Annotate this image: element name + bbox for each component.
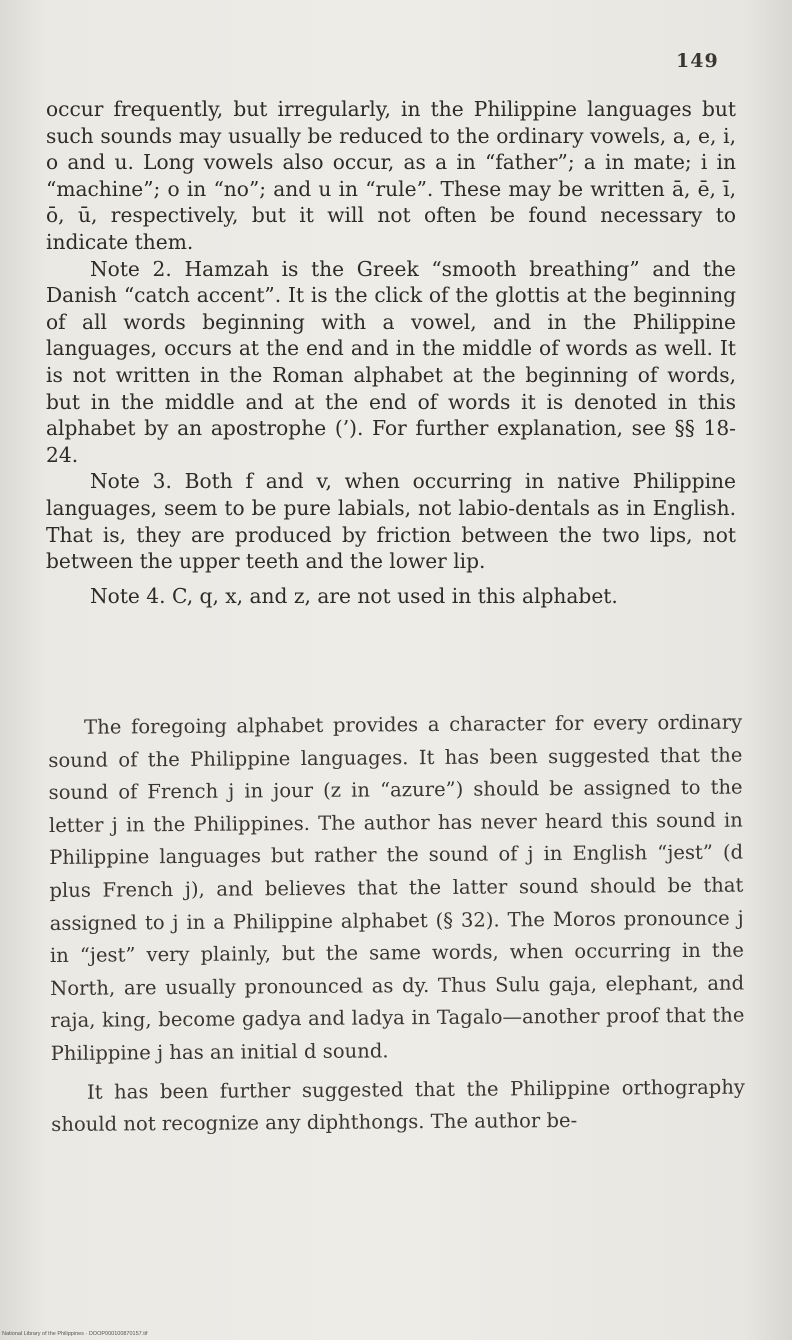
note-3-paragraph: Note 3. Both f and v, when occurring in native Philippine languages, seem to be pure labials, not labio-dentals as in English. That is, they are produced by friction between the two lips, not between the upper teeth and the lower lip. bbox=[46, 469, 736, 574]
scan-footer-caption: National Library of the Philippines · DOOP000100870157.tif bbox=[2, 1331, 148, 1337]
note-4-paragraph: Note 4. C, q, x, and z, are not used in this alphabet. bbox=[90, 583, 618, 608]
note-2-paragraph: Note 2. Hamzah is the Greek “smooth breathing” and the Danish “catch accent”. It is the click of the glottis at the beginning of all words beginning with a vowel, and in the Philippine languages, occurs at the end and in the middle of words as well. It is not written in the Roman alphabet at the beginning of words, but in the middle and at the end of words it is denoted in this alphabet by an apostrophe (’). For further explanation, see §§ 18-24. bbox=[46, 256, 736, 467]
vowels-paragraph: occur frequently, but irregularly, in the Philippine languages but such sounds may usually be reduced to the ordinary vowels, a, e, i, o and u. Long vowels also occur, as a in “father”; a in mate; i in “machine”; o in “no”; and u in “rule”. These may be written ā, ē, ī, ō, ū, respectively, but it will not often be found necessary to indicate them. bbox=[46, 97, 736, 254]
lower-text-block bbox=[48, 707, 745, 1142]
diphthongs-paragraph: It has been further suggested that the Philippine orthography should not recognize any diphthongs. The author be- bbox=[51, 1075, 746, 1137]
page-number: 149 bbox=[676, 50, 719, 72]
upper-text-block bbox=[46, 96, 736, 609]
alphabet-paragraph: The foregoing alphabet provides a character for every ordinary sound of the Philippine languages. It has been suggested that the sound of French j in jour (z in “azure”) should be assigned to the letter j in the Philippines. The author has never heard this sound in Philippine languages but rather the sound of j in English “jest” (d plus French j), and believes that the latter sound should be that assigned to j in a Philippine alphabet (§ 32). The Moros pronounce j in “jest” very plainly, but the same words, when occurring in the North, are usually pronounced as dy. Thus Sulu gaja, elephant, and raja, king, become gadya and ladya in Tagalo—another proof that the Philippine j has an initial d sound. bbox=[48, 710, 745, 1065]
